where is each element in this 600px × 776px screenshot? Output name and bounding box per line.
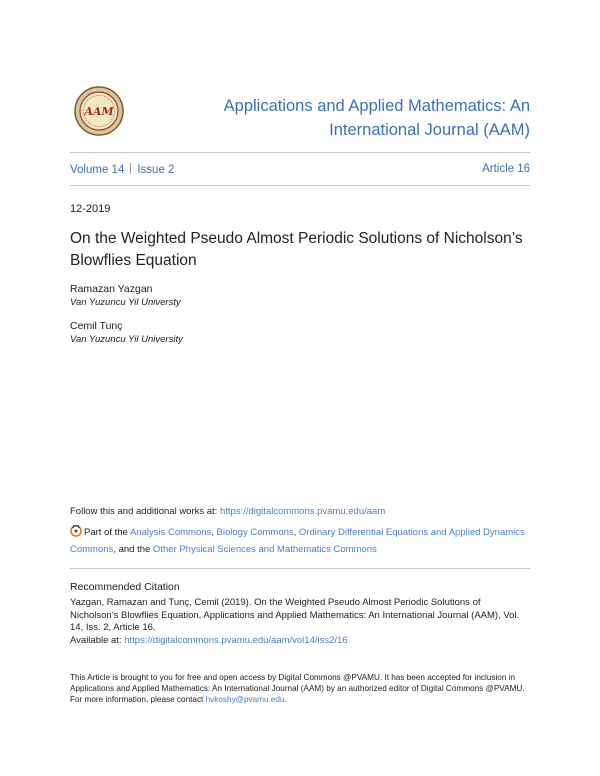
author-2	[70, 320, 183, 346]
meta-separator	[130, 163, 131, 174]
separator: ,	[293, 527, 299, 538]
open-access-icon	[70, 525, 82, 537]
recommended-citation-heading: Recommended Citation	[70, 581, 180, 593]
journal-logo[interactable]	[74, 86, 124, 136]
author-affiliation: Van Yuzuncu Yil Universty	[70, 297, 181, 308]
follow-text: Follow this and additional works at:	[70, 506, 220, 517]
part-of-prefix: Part of the	[84, 527, 130, 538]
article-url-link[interactable]: https://digitalcommons.pvamu.edu/aam/vol14/iss2/16	[124, 634, 348, 646]
author-name: Ramazan Yazgan	[70, 283, 153, 295]
author-affiliation: Van Yuzuncu Yil University	[70, 334, 183, 345]
issue-link[interactable]: Issue 2	[137, 164, 175, 176]
analysis-commons-link[interactable]: Analysis Commons	[129, 527, 212, 538]
journal-title-link[interactable]: Applications and Applied Mathematics: An International Journal (AAM)	[223, 97, 530, 139]
available-label: Available at:	[70, 634, 125, 646]
part-of-disciplines	[70, 524, 530, 558]
divider-top	[70, 152, 530, 153]
author-name: Cemil Tunç	[70, 320, 123, 332]
volume-link[interactable]: Volume 14	[70, 164, 125, 176]
collection-link[interactable]: https://digitalcommons.pvamu.edu/aam	[219, 506, 386, 517]
footer-notice	[70, 672, 530, 705]
biology-commons-link[interactable]: Biology Commons	[216, 527, 294, 538]
author-1	[70, 283, 181, 309]
article-title: On the Weighted Pseudo Almost Periodic Solutions of Nicholson’s Blowflies Equation	[70, 230, 523, 269]
follow-line	[70, 506, 385, 517]
footer-end: .	[284, 695, 287, 704]
citation-text: Yazgan, Ramazan and Tunç, Cemil (2019). On the Weighted Pseudo Almost Periodic Solutions of Nicholson’s Blowflies Equation, Applications and Applied Mathematics: An International Journal (AAM), Vol. 14, Iss. 2, Article 16.	[70, 597, 520, 633]
footer-text: This Article is brought to you for free and open access by Digital Commons @PVAMU. It has been accepted for inclusion in Applications and Applied Mathematics: An International Journal (AAM) by an authorized editor of Digital Commons @PVAMU. For more information, please contact	[70, 673, 525, 704]
divider-meta	[70, 185, 530, 186]
contact-email-link[interactable]: hvkoshy@pvamu.edu	[205, 695, 285, 704]
separator: ,	[211, 527, 217, 538]
article-number-link[interactable]: Article 16	[482, 163, 530, 175]
publication-date: 12-2019	[70, 203, 111, 215]
separator: , and the	[113, 544, 153, 555]
ode-commons-link[interactable]: Ordinary Differential Equations and Applied Dynamics Commons	[70, 527, 525, 555]
citation-block	[70, 597, 530, 647]
issue-meta	[70, 163, 530, 176]
other-physical-sciences-link[interactable]: Other Physical Sciences and Mathematics Commons	[152, 544, 377, 555]
journal-header	[70, 86, 530, 146]
divider-citation	[70, 568, 530, 569]
logo-lettering: AAM	[84, 105, 114, 118]
